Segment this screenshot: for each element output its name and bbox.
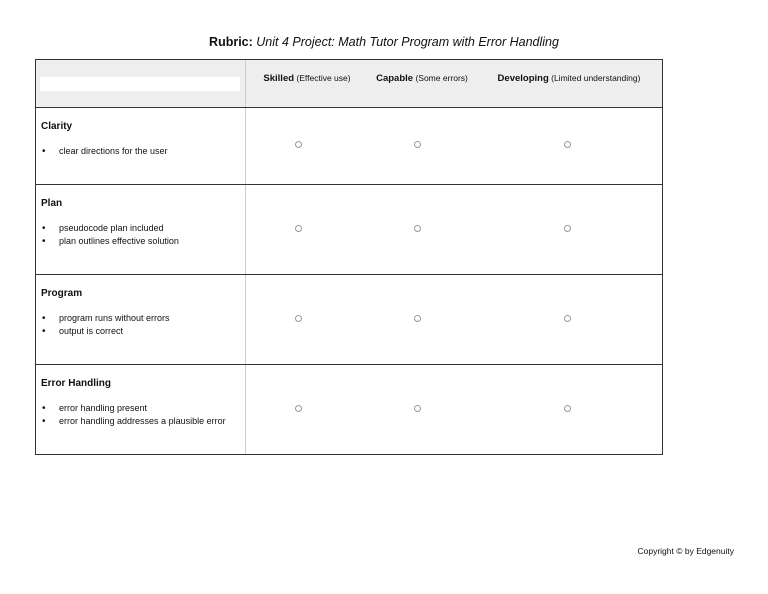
- criterion-row-program: [36, 275, 662, 365]
- criterion-bullets: [41, 222, 245, 248]
- criterion-row-error-handling: [36, 365, 662, 454]
- criterion-row-clarity: [36, 108, 662, 185]
- column-level-skilled: Skilled: [263, 73, 295, 84]
- column-desc-skilled: (Effective use): [296, 73, 351, 83]
- criterion-title: Error Handling: [41, 378, 112, 389]
- radio-plan-capable[interactable]: [414, 225, 421, 232]
- criterion-title: Program: [41, 288, 83, 299]
- radio-clarity-skilled[interactable]: [295, 141, 302, 148]
- column-desc-developing: (Limited understanding): [551, 73, 641, 83]
- radio-program-developing[interactable]: [564, 315, 571, 322]
- radio-error-handling-developing[interactable]: [564, 405, 571, 412]
- column-header-developing: [476, 60, 662, 107]
- radio-program-capable[interactable]: [414, 315, 421, 322]
- column-level-capable: Capable: [376, 73, 414, 84]
- criterion-bullet: • plan outlines effective solution: [41, 235, 245, 248]
- criterion-bullets: [41, 402, 245, 428]
- radio-plan-developing[interactable]: [564, 225, 571, 232]
- column-header-skilled: [246, 60, 368, 107]
- rubric-title: [0, 35, 768, 49]
- criterion-label-cell: [36, 275, 246, 364]
- radio-plan-skilled[interactable]: [295, 225, 302, 232]
- rubric-title-text: Unit 4 Project: Math Tutor Program with Error Handling: [256, 35, 559, 49]
- header-blank-box: [40, 77, 240, 91]
- criterion-row-plan: [36, 185, 662, 275]
- column-header-capable: [368, 60, 476, 107]
- radio-error-handling-capable[interactable]: [414, 405, 421, 412]
- criterion-bullet: • program runs without errors: [41, 312, 245, 325]
- header-label-cell: [36, 60, 246, 107]
- criterion-title: Plan: [41, 198, 63, 209]
- radio-error-handling-skilled[interactable]: [295, 405, 302, 412]
- rubric-title-prefix: Rubric:: [209, 35, 253, 49]
- rubric-header-row: [36, 60, 662, 108]
- criterion-label-cell: [36, 185, 246, 274]
- criterion-title: Clarity: [41, 121, 73, 132]
- criterion-bullet: • error handling present: [41, 402, 245, 415]
- criterion-bullet: • output is correct: [41, 325, 245, 338]
- criterion-bullet: • clear directions for the user: [41, 145, 245, 158]
- criterion-bullets: [41, 145, 245, 158]
- column-level-developing: Developing: [497, 73, 549, 84]
- copyright-notice: Copyright © by Edgenuity: [637, 546, 734, 556]
- criterion-bullet: • pseudocode plan included: [41, 222, 245, 235]
- radio-clarity-capable[interactable]: [414, 141, 421, 148]
- radio-clarity-developing[interactable]: [564, 141, 571, 148]
- column-desc-capable: (Some errors): [415, 73, 468, 83]
- rubric-table: [35, 59, 663, 455]
- criterion-label-cell: [36, 365, 246, 454]
- criterion-bullet: • error handling addresses a plausible error: [41, 415, 245, 428]
- criterion-bullets: [41, 312, 245, 338]
- criterion-label-cell: [36, 108, 246, 184]
- radio-program-skilled[interactable]: [295, 315, 302, 322]
